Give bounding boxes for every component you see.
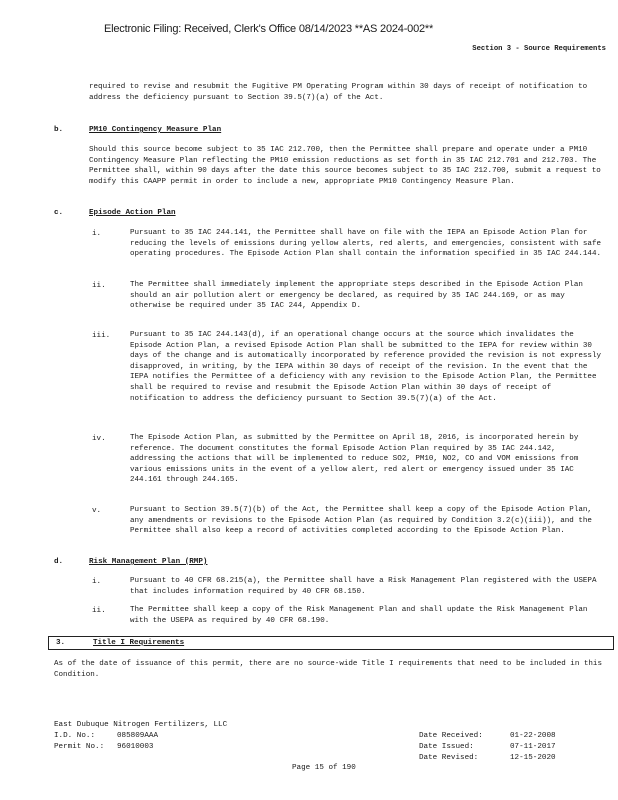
section-c-item-num: ii. bbox=[92, 282, 106, 290]
section-b-title: PM10 Contingency Measure Plan bbox=[89, 126, 222, 134]
section-c-item-num: i. bbox=[92, 230, 102, 238]
section-c-item-num: iv. bbox=[92, 435, 106, 443]
footer-issued-value: 07-11-2017 bbox=[510, 743, 556, 751]
footer-permit-label: Permit No.: bbox=[54, 743, 105, 751]
footer-revised-label: Date Revised: bbox=[419, 754, 479, 762]
section-d-item-num: i. bbox=[92, 578, 102, 586]
page-number: Page 15 of 190 bbox=[292, 764, 356, 772]
section-3-title: Title I Requirements bbox=[93, 639, 185, 647]
footer-received-value: 01-22-2008 bbox=[510, 732, 556, 740]
intro-paragraph: required to revise and resubmit the Fugitive PM Operating Program within 30 days of receipt of notification to address the deficiency pursuant to Section 39.5(7)(a) of the Act. bbox=[89, 83, 588, 102]
section-c-letter: c. bbox=[54, 209, 64, 217]
section-d-title: Risk Management Plan (RMP) bbox=[89, 558, 208, 566]
section-d-item-text: Pursuant to 40 CFR 68.215(a), the Permittee shall have a Risk Management Plan registered with the USEPA that includes information required by 40 CFR 68.150. bbox=[130, 577, 597, 596]
section-c-item-text: Pursuant to 35 IAC 244.141, the Permittee shall have on file with the IEPA an Episode Action Plan for reducing the levels of emissions during yellow alerts, red alerts, and emergencies, consistent with safe operating procedures. The Episode Action Plan shall contain the information specified in 35 IAC 244.144. bbox=[130, 229, 602, 259]
footer-permit-value: 96010003 bbox=[117, 743, 154, 751]
section-d-item-num: ii. bbox=[92, 607, 106, 615]
section-3-number: 3. bbox=[56, 639, 66, 647]
filing-stamp: Electronic Filing: Received, Clerk's Office 08/14/2023 **AS 2024-002** bbox=[104, 23, 434, 35]
section-c-title: Episode Action Plan bbox=[89, 209, 176, 217]
footer-issued-label: Date Issued: bbox=[419, 743, 474, 751]
section-c-item-text: The Permittee shall immediately implement the appropriate steps described in the Episode Action Plan should an air pollution alert or emergency be declared, as required by 35 IAC 244.169, or as may otherwise be required under 35 IAC 244, Appendix D. bbox=[130, 281, 583, 311]
section-d-letter: d. bbox=[54, 558, 64, 566]
footer-id-label: I.D. No.: bbox=[54, 732, 96, 740]
section-d-item-text: The Permittee shall keep a copy of the Risk Management Plan and shall update the Risk Management Plan with the USEPA as required by 40 CFR 68.190. bbox=[130, 606, 588, 625]
section-c-item-num: v. bbox=[92, 507, 102, 515]
section-b-text: Should this source become subject to 35 IAC 212.700, then the Permittee shall prepare and operate under a PM10 Contingency Measure Plan reflecting the PM10 emission reductions as set forth in 35 IAC 212.701 and 212.703. The Permittee shall, within 90 days after the date this source becomes subject to 35 IAC 212.700, submit a request to modify this CAAPP permit in order to include a new, appropriate PM10 Contingency Measure Plan. bbox=[89, 146, 601, 186]
running-header: Section 3 - Source Requirements bbox=[472, 45, 606, 53]
section-b-letter: b. bbox=[54, 126, 64, 134]
footer-company: East Dubuque Nitrogen Fertilizers, LLC bbox=[54, 721, 228, 729]
section-3-text: As of the date of issuance of this permit, there are no source-wide Title I requirements that need to be included in this Condition. bbox=[54, 660, 602, 679]
section-c-item-text: Pursuant to 35 IAC 244.143(d), if an operational change occurs at the source which invalidates the Episode Action Plan, a revised Episode Action Plan shall be submitted to the IEPA for review within 30 days of the change and is automatically incorporated by reference provided the revision is not expressly disapproved, in writing, by the IEPA within 30 days of receipt of the revision. In the event that the IEPA notifies the Permittee of a deficiency with any revision to the Episode Action Plan, the Permittee shall be required to revise and resubmit the Episode Action Plan within 30 days of receipt of notification to address the deficiency pursuant to Section 39.5(7)(a) of the Act. bbox=[130, 331, 602, 403]
footer-revised-value: 12-15-2020 bbox=[510, 754, 556, 762]
section-c-item-text: The Episode Action Plan, as submitted by the Permittee on April 18, 2016, is incorporated herein by reference. The document constitutes the formal Episode Action Plan required by 35 IAC 244.142, addressing the actions that will be implemented to reduce SO2, PM10, NO2, CO and VOM emissions from various emissions units in the event of a yellow alert, red alert or emergency issued under 35 IAC 244.161 through 244.165. bbox=[130, 434, 579, 485]
footer-received-label: Date Received: bbox=[419, 732, 483, 740]
footer-id-value: 085809AAA bbox=[117, 732, 159, 740]
section-c-item-num: iii. bbox=[92, 332, 111, 340]
section-c-item-text: Pursuant to Section 39.5(7)(b) of the Act, the Permittee shall keep a copy of the Episode Action Plan, any amendments or revisions to the Episode Action Plan (as required by Condition 3.2(c)(iii)), and the Permittee shall also keep a record of activities completed according to the Episode Action Plan. bbox=[130, 506, 592, 536]
